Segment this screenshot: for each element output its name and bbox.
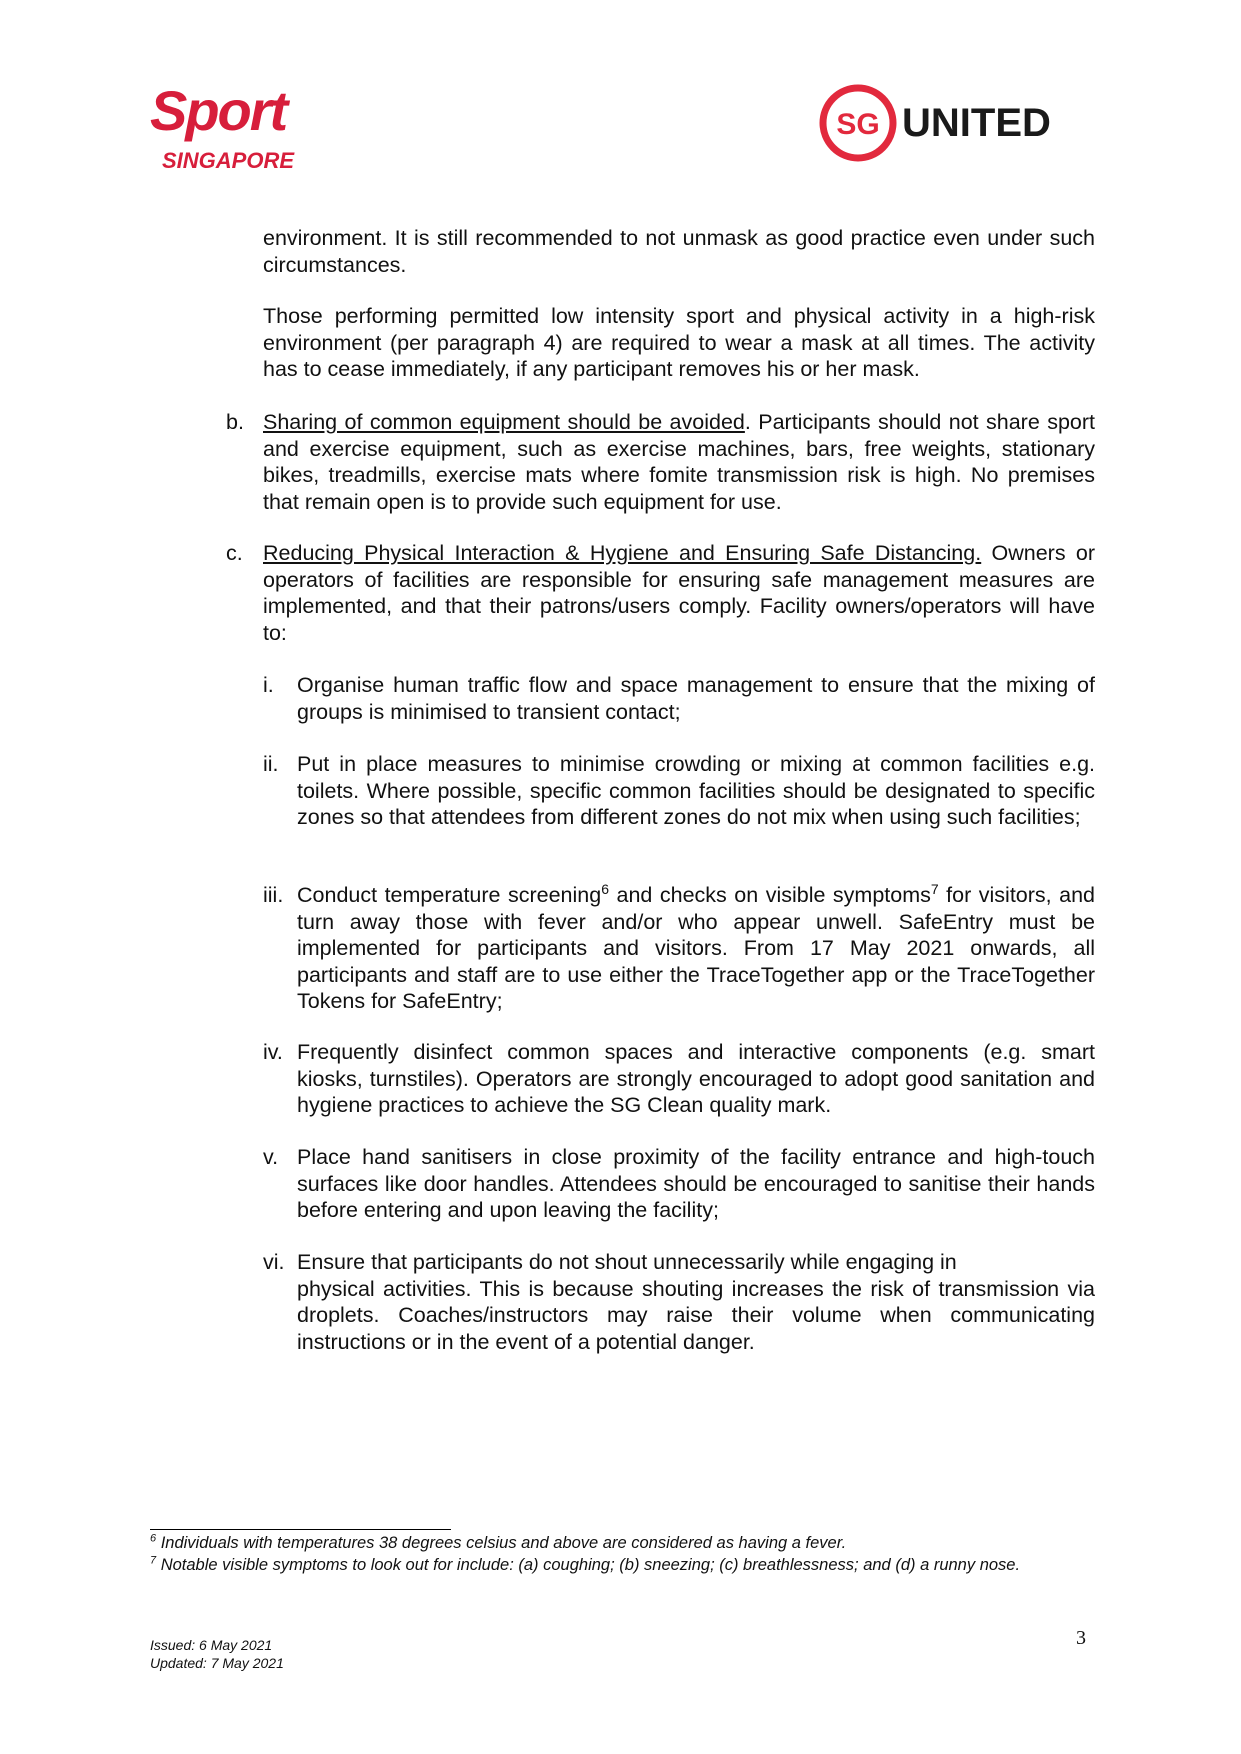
footnote-6 — [150, 1533, 1095, 1554]
issued-date: Issued: 6 May 2021 — [150, 1637, 273, 1653]
sport-logo-word: Sport — [150, 80, 287, 142]
sub-item-iii-part2: and checks on visible symptoms — [609, 883, 931, 907]
item-b — [226, 409, 1095, 515]
sg-logo-word: UNITED — [902, 101, 1051, 145]
sub-item-vi-rest: physical activities. This is because shouting increases the risk of transmission via droplets. Coaches/instructors may raise their volume when communicating instructions or in the event of a potential danger. — [297, 1276, 1095, 1354]
updated-date: Updated: 7 May 2021 — [150, 1655, 284, 1671]
footnote-7-number: 7 — [150, 1554, 157, 1567]
item-c-heading: Reducing Physical Interaction & Hygiene and Ensuring Safe Distancing. — [263, 541, 982, 565]
sport-singapore-logo — [150, 80, 340, 175]
sport-logo-sub: SINGAPORE — [162, 148, 295, 173]
item-c-label: c. — [226, 541, 243, 565]
sub-item-v — [263, 1144, 1095, 1224]
sg-united-logo — [818, 80, 1098, 166]
sub-item-vi — [263, 1249, 1095, 1355]
item-b-label: b. — [226, 410, 244, 434]
sub-item-v-text: Place hand sanitisers in close proximity of the facility entrance and high-touch surfaces like door handles. Attendees should be encouraged to sanitise their hands before entering and upon leaving the facility; — [297, 1145, 1095, 1222]
item-b-heading: Sharing of common equipment should be avoided — [263, 410, 745, 434]
footnote-7 — [150, 1555, 1095, 1576]
sub-item-iv — [263, 1039, 1095, 1119]
footnote-7-text: Notable visible symptoms to look out for include: (a) coughing; (b) sneezing; (c) breathlessness; and (d) a runny nose. — [156, 1556, 1021, 1574]
sub-item-vi-line1: Ensure that participants do not shout unnecessarily while engaging in — [297, 1250, 957, 1274]
sub-item-vi-label: vi. — [263, 1250, 285, 1274]
sub-item-iii-part3: for visitors, and turn away those with fever and/or who appear unwell. SafeEntry must be implemented for participants and visitors. From 17 May 2021 onwards, all participants and staff are to use either the TraceTogether app or the TraceTogether Tokens for SafeEntry; — [297, 883, 1095, 1013]
intro-paragraph-1: environment. It is still recommended to not unmask as good practice even under such circumstances. — [263, 226, 1095, 277]
item-c-text: Owners or operators of facilities are responsible for ensuring safe management measures are implemented, and that their patrons/users comply. Facility owners/operators will have to: — [263, 541, 1095, 645]
footnote-ref-6: 6 — [601, 880, 610, 897]
sub-item-iii — [263, 882, 1095, 1015]
sg-logo-badge: SG — [836, 108, 880, 141]
sub-item-iv-text: Frequently disinfect common spaces and interactive components (e.g. smart kiosks, turnstiles). Operators are strongly encouraged to adopt good sanitation and hygiene practices to achieve the SG Clean quality mark. — [297, 1040, 1095, 1117]
footnote-6-text: Individuals with temperatures 38 degrees celsius and above are considered as having a fever. — [156, 1534, 847, 1552]
sub-item-ii-label: ii. — [263, 752, 279, 776]
sub-item-i — [263, 672, 1095, 725]
sub-item-iv-label: iv. — [263, 1040, 283, 1064]
sub-item-i-label: i. — [263, 673, 274, 697]
item-c — [226, 540, 1095, 646]
sub-item-iii-part1: Conduct temperature screening — [297, 883, 602, 907]
sub-item-v-label: v. — [263, 1145, 279, 1169]
footnote-ref-7: 7 — [930, 880, 939, 897]
footnote-divider — [150, 1529, 451, 1530]
sub-item-iii-label: iii. — [263, 883, 284, 907]
footnote-6-number: 6 — [150, 1532, 157, 1545]
item-b-text: . Participants should not share sport and exercise equipment, such as exercise machines, bars, free weights, stationary bikes, treadmills, exercise mats where fomite transmission risk is high. No premises that remain open is to provide such equipment for use. — [263, 410, 1095, 514]
sub-item-ii — [263, 751, 1095, 831]
sub-item-i-text: Organise human traffic flow and space management to ensure that the mixing of groups is minimised to transient contact; — [297, 673, 1095, 724]
intro-paragraph-2: Those performing permitted low intensity sport and physical activity in a high-risk environment (per paragraph 4) are required to wear a mask at all times. The activity has to cease immediately, if any participant removes his or her mask. — [263, 304, 1095, 381]
sub-item-ii-text: Put in place measures to minimise crowding or mixing at common facilities e.g. toilets. Where possible, specific common facilities should be designated to specific zones so that attendees from different zones do not mix when using such facilities; — [297, 752, 1095, 829]
page-number: 3 — [1076, 1627, 1086, 1649]
